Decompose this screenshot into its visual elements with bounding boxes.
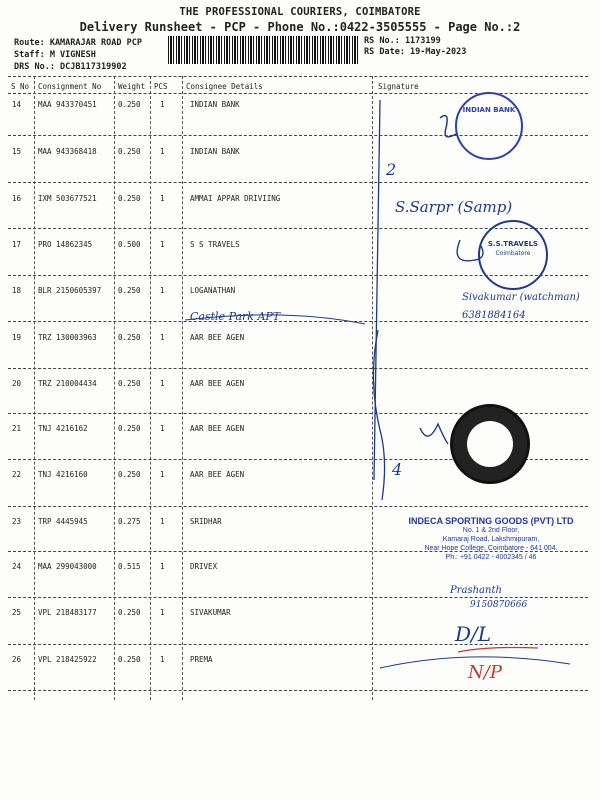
company-phone: Ph.: +91 0422 - 4002345 / 46: [445, 553, 537, 561]
row-weight: 0.250: [118, 333, 141, 342]
row-consignment: TRP 4445945: [38, 517, 88, 526]
row18-phone: 6381884164: [462, 310, 526, 321]
row-consignee: DRIVEX: [190, 562, 218, 571]
row-pcs: 1: [160, 379, 165, 388]
row-weight: 0.250: [118, 655, 141, 664]
row-pcs: 1: [160, 100, 165, 109]
row18-signature: Sivakumar (watchman): [462, 292, 580, 303]
row-weight: 0.250: [118, 424, 141, 433]
row-sno: 26: [12, 655, 22, 664]
staff-label: Staff: M VIGNESH: [14, 50, 96, 60]
row23-phone: 9150870666: [470, 600, 528, 610]
row-consignee: AAR BEE AGEN: [190, 333, 245, 342]
row-pcs: 1: [160, 147, 165, 156]
row-pcs: 1: [160, 286, 165, 295]
row-weight: 0.250: [118, 608, 141, 617]
row-consignee: INDIAN BANK: [190, 100, 240, 109]
row22-mark: 4: [392, 460, 403, 479]
company-address-1: No. 1 & 2nd Floor,: [462, 527, 520, 535]
row-consignee: AAR BEE AGEN: [190, 470, 245, 479]
indian-bank-stamp: [455, 92, 523, 160]
bracket-line: [374, 100, 380, 480]
row-consignment: TNJ 4216160: [38, 470, 88, 479]
row16-signature: S.Sarpr (Samp): [395, 198, 513, 216]
document-title: THE PROFESSIONAL COURIERS, COIMBATORE: [179, 6, 421, 18]
row-consignment: PRO 14862345: [38, 240, 93, 249]
company-address-3: Near Hope College, Coimbatore - 641 004.: [424, 544, 558, 552]
row-sno: 22: [12, 470, 22, 479]
row-sno: 21: [12, 424, 22, 433]
row-sno: 18: [12, 286, 22, 295]
row-consignee: S S TRAVELS: [190, 240, 240, 249]
row21-signature: [420, 424, 448, 444]
row-consignee: INDIAN BANK: [190, 147, 240, 156]
row-consignment: MAA 943370451: [38, 100, 97, 109]
row-consignee: AAR BEE AGEN: [190, 379, 245, 388]
col-header-signature: Signature: [378, 82, 419, 91]
col-header-consignment: Consignment No: [38, 82, 102, 91]
row-consignment: VPL 218425922: [38, 655, 97, 664]
row18-address-note: Castle Park APT: [190, 310, 281, 323]
row-consignment: MAA 943368418: [38, 147, 97, 156]
row-weight: 0.250: [118, 379, 141, 388]
row-sno: 24: [12, 562, 22, 571]
route-label: Route: KAMARAJAR ROAD PCP: [14, 38, 142, 48]
col-header-consignee: Consignee Details: [186, 82, 263, 91]
row-consignment: TRZ 130003963: [38, 333, 97, 342]
col-header-pcs: PCS: [154, 82, 168, 91]
indeca-company-stamp: [386, 516, 596, 562]
drs-label: DRS No.: DCJB117319902: [14, 62, 127, 72]
row-sno: 19: [12, 333, 22, 342]
row-weight: 0.500: [118, 240, 141, 249]
row-pcs: 1: [160, 333, 165, 342]
row15-mark: 2: [386, 160, 397, 179]
row-sno: 15: [12, 147, 22, 156]
row-pcs: 1: [160, 424, 165, 433]
row-weight: 0.515: [118, 562, 141, 571]
row-pcs: 1: [160, 655, 165, 664]
row-weight: 0.250: [118, 286, 141, 295]
row-consignment: IXM 503677521: [38, 194, 97, 203]
row-weight: 0.250: [118, 470, 141, 479]
row-consignee: SRIDHAR: [190, 517, 222, 526]
row-consignee: AMMAI APPAR DRIVIING: [190, 194, 281, 203]
row-sno: 20: [12, 379, 22, 388]
row-consignment: MAA 299043000: [38, 562, 97, 571]
indian-bank-stamp-text: INDIAN BANK: [462, 106, 516, 114]
row-sno: 16: [12, 194, 22, 203]
row-sno: 17: [12, 240, 22, 249]
aar-bee-seal: [450, 404, 530, 484]
row-weight: 0.275: [118, 517, 141, 526]
row-consignment: TRZ 210004434: [38, 379, 97, 388]
row-consignment: TNJ 4216162: [38, 424, 88, 433]
row25-mark: D/L: [455, 622, 492, 646]
row26-mark: N/P: [468, 662, 502, 683]
row-weight: 0.250: [118, 147, 141, 156]
row26-underline: [458, 648, 538, 653]
document-subtitle: Delivery Runsheet - PCP - Phone No.:0422-3505555 - Page No.:2: [79, 20, 521, 34]
ss-travels-stamp-place: Coimbatore: [495, 250, 531, 257]
row-sno: 25: [12, 608, 22, 617]
row-weight: 0.250: [118, 194, 141, 203]
row-pcs: 1: [160, 194, 165, 203]
row-weight: 0.250: [118, 100, 141, 109]
row-pcs: 1: [160, 608, 165, 617]
aar-bee-seal-center: [467, 421, 513, 467]
row23-signature: Prashanth: [450, 585, 502, 596]
row-sno: 14: [12, 100, 22, 109]
row-consignee: SIVAKUMAR: [190, 608, 231, 617]
row-consignee: LOGANATHAN: [190, 286, 236, 295]
company-name: INDECA SPORTING GOODS (PVT) LTD: [408, 516, 574, 526]
row-pcs: 1: [160, 562, 165, 571]
ss-travels-stamp-text: S.S.TRAVELS: [487, 240, 539, 248]
row14-signature: [440, 116, 456, 137]
row-consignment: BLR 2150605397: [38, 286, 102, 295]
row-consignee: AAR BEE AGEN: [190, 424, 245, 433]
ss-travels-stamp: [478, 220, 548, 290]
col-header-sno: S No: [11, 82, 30, 91]
row-pcs: 1: [160, 470, 165, 479]
rs-date: RS Date: 19-May-2023: [364, 47, 467, 57]
row-consignee: PREMA: [190, 655, 213, 664]
row-consignment: VPL 218483177: [38, 608, 97, 617]
row-pcs: 1: [160, 240, 165, 249]
col-header-weight: Weight: [118, 82, 146, 91]
rs-number: RS No.: 1173199: [364, 36, 441, 46]
company-address-2: Kamaraj Road, Lakshmipuram,: [442, 536, 540, 543]
row-sno: 23: [12, 517, 22, 526]
row-pcs: 1: [160, 517, 165, 526]
